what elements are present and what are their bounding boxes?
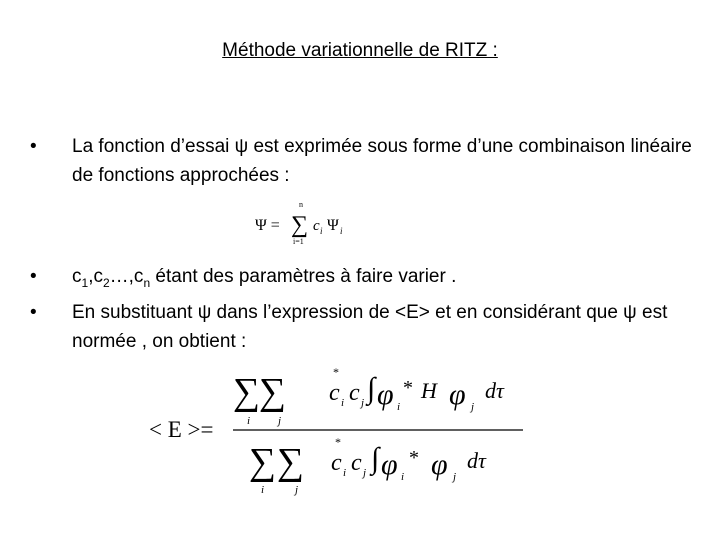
bullet-text: En substituant ψ dans l’expression de <E> et en considérant que ψ est normée , on obtient :	[72, 302, 668, 352]
svg-text:j: j	[471, 401, 475, 413]
svg-text:i: i	[397, 401, 401, 413]
svg-text:j: j	[453, 471, 457, 483]
bullet-marker: •	[30, 302, 37, 323]
svg-text:∫: ∫	[367, 372, 376, 405]
svg-text:*: *	[409, 447, 419, 469]
formula2-denominator	[249, 435, 487, 496]
svg-text:φ: φ	[381, 448, 398, 481]
formula1-lhs: Ψ =	[255, 217, 280, 234]
svg-text:∑: ∑	[233, 371, 261, 413]
svg-text:φ: φ	[377, 378, 394, 411]
formula1-coefficient: c	[313, 218, 320, 234]
bullet-text: $c_1,c_2\dots,c_n$ étant des paramètres à faire varier .	[72, 266, 457, 290]
formula-energy-expectation	[145, 362, 535, 502]
formula-trial-function	[255, 198, 395, 250]
formula1-upper-limit: n	[299, 200, 303, 209]
formula1-coefficient-index: i	[320, 226, 323, 236]
svg-text:j: j	[278, 415, 282, 427]
svg-text:dτ: dτ	[467, 448, 486, 473]
svg-text:∫: ∫	[371, 442, 380, 475]
svg-text:*: *	[333, 365, 339, 379]
svg-text:∑: ∑	[249, 441, 277, 483]
slide-title: Méthode variationnelle de RITZ :	[222, 40, 498, 61]
svg-text:c: c	[351, 450, 362, 476]
svg-text:H: H	[421, 378, 437, 403]
svg-text:c: c	[349, 380, 360, 406]
formula1-sum-symbol: ∑	[291, 212, 309, 238]
svg-text:i: i	[261, 484, 265, 496]
svg-text:φ: φ	[431, 448, 448, 481]
formula1-basis-index: i	[340, 226, 343, 236]
svg-text:dτ: dτ	[485, 378, 504, 403]
svg-text:i: i	[401, 471, 405, 483]
svg-text:i: i	[247, 415, 251, 427]
formula1-basis-function: Ψ	[327, 217, 339, 234]
formula2-lhs: < E >=	[149, 417, 214, 442]
svg-text:c: c	[329, 380, 340, 406]
formula1-lower-limit: i=1	[293, 237, 304, 246]
svg-text:j: j	[361, 397, 365, 409]
svg-text:*: *	[335, 435, 341, 449]
svg-text:j: j	[363, 467, 367, 479]
svg-text:c: c	[331, 450, 342, 476]
svg-text:j: j	[295, 484, 299, 496]
svg-text:*: *	[403, 377, 413, 399]
bullet-text: La fonction d’essai ψ est exprimée sous forme d’une combinaison linéaire de fonctions approchées :	[72, 136, 692, 186]
svg-text:φ: φ	[449, 378, 466, 411]
bullet-marker: •	[30, 266, 37, 287]
svg-text:i: i	[343, 467, 347, 479]
bullet-marker: •	[30, 136, 37, 157]
svg-text:∑: ∑	[259, 371, 287, 413]
formula2-numerator	[233, 365, 505, 427]
svg-text:i: i	[341, 397, 345, 409]
svg-text:∑: ∑	[277, 441, 305, 483]
